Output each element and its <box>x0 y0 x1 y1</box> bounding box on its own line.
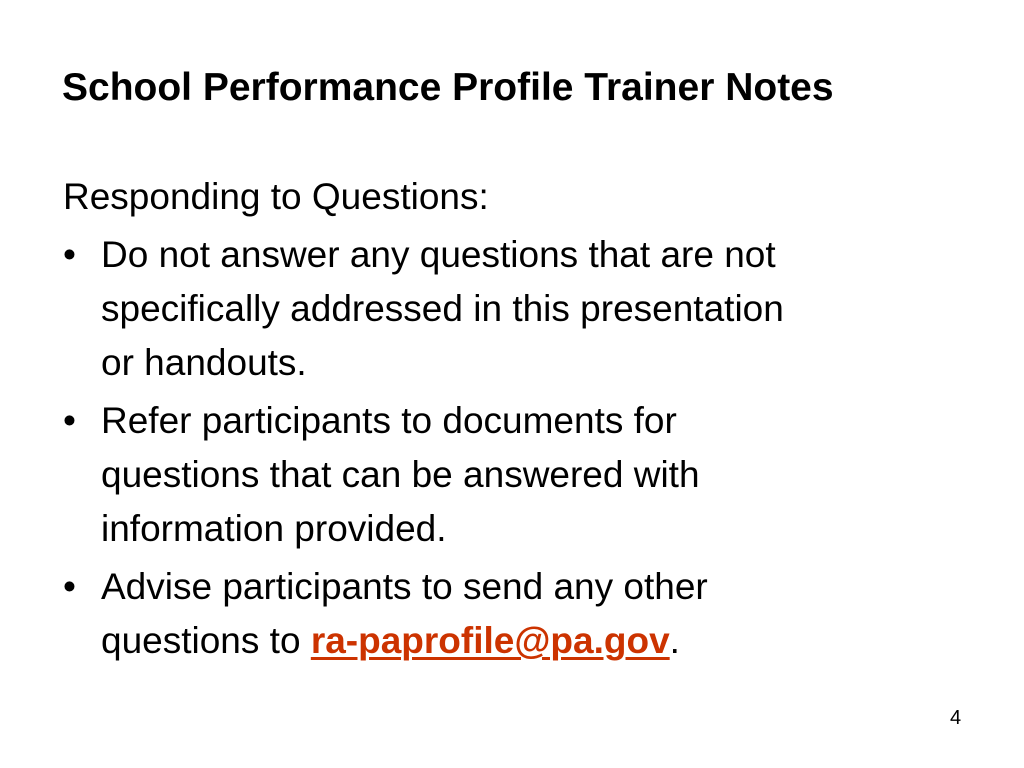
bullet-item <box>63 228 963 390</box>
bullet-text-line-with-link <box>101 614 963 668</box>
bullet-item <box>63 560 963 668</box>
bullet-text-line: or handouts. <box>101 342 307 383</box>
bullet-text-line: specifically addressed in this presentation <box>101 288 784 329</box>
link-suffix-text: . <box>669 620 680 661</box>
subheading: Responding to Questions: <box>63 176 489 217</box>
slide-title: School Performance Profile Trainer Notes <box>62 66 834 109</box>
bullet-list <box>63 228 963 668</box>
bullet-text-line: Advise participants to send any other <box>101 566 708 607</box>
bullet-text-line: questions that can be answered with <box>101 454 700 495</box>
bullet-item <box>63 394 963 556</box>
bullet-marker: • <box>63 400 76 441</box>
bullet-marker: • <box>63 566 76 607</box>
email-link[interactable]: ra-paprofile@pa.gov <box>310 620 670 661</box>
bullet-text-line: Do not answer any questions that are not <box>101 234 776 275</box>
bullet-marker: • <box>63 234 76 275</box>
bullet-text-line: Refer participants to documents for <box>101 400 677 441</box>
slide-body <box>63 170 963 668</box>
link-prefix-text: questions to <box>101 620 311 661</box>
slide-number: 4 <box>950 707 962 729</box>
bullet-text-line: information provided. <box>101 508 447 549</box>
